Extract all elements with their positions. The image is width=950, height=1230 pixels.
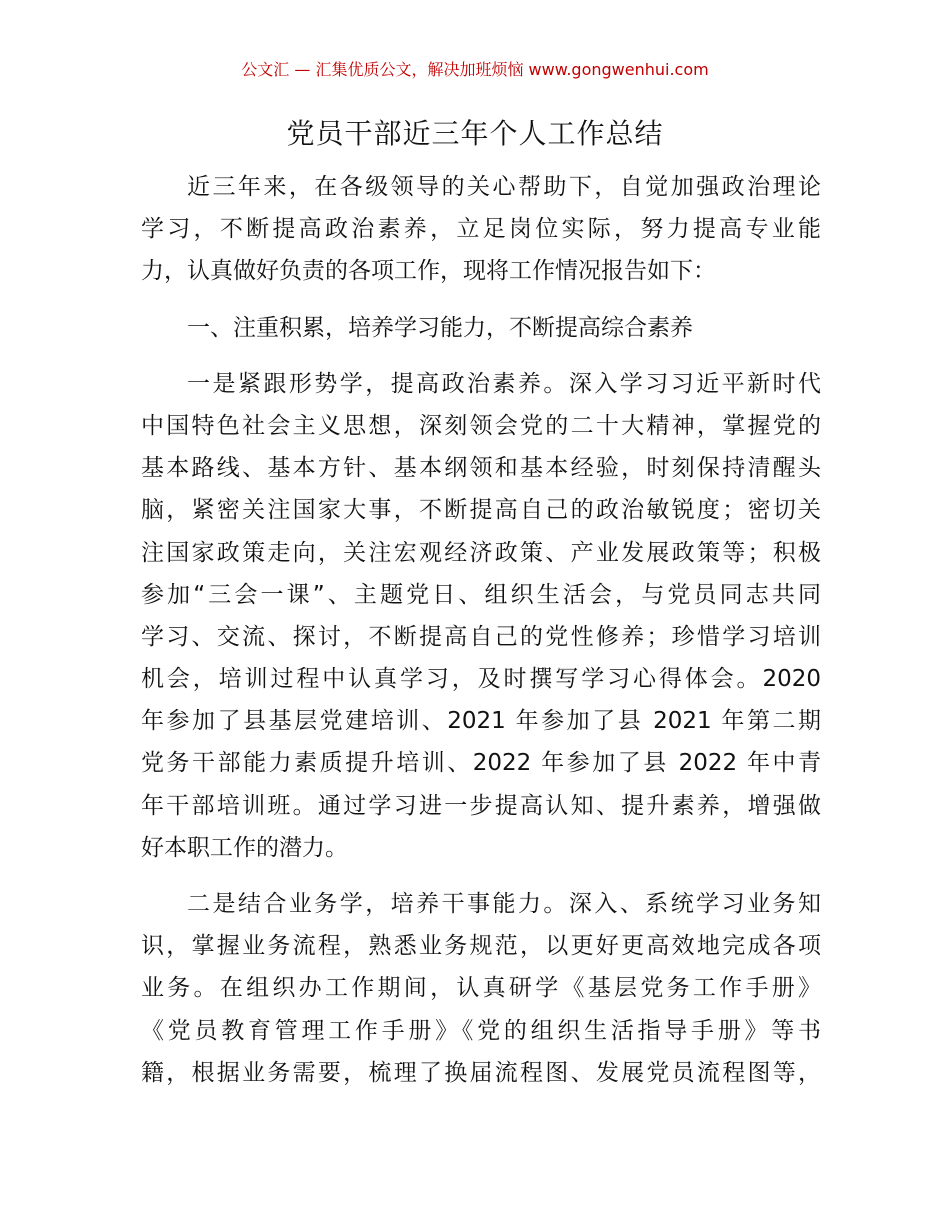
paragraph-intro (141, 166, 821, 293)
paragraph-line: 力，认真做好负责的各项工作，现将工作情况报告如下： (141, 258, 716, 285)
document-body (141, 166, 821, 1094)
paragraph-point-one (141, 363, 821, 869)
paragraph-line: 注国家政策走向，关注宏观经济政策、产业发展政策等；积极 (141, 539, 821, 566)
paragraph-line: 年参加了县基层党建培训、2021 年参加了县 2021 年第二期 (141, 708, 821, 735)
paragraph-line: 中国特色社会主义思想，深刻领会党的二十大精神，掌握党的 (141, 412, 821, 439)
paragraph-point-two (141, 883, 821, 1094)
paragraph-line: 参加“三会一课”、主题党日、组织生活会，与党员同志共同 (141, 581, 821, 608)
paragraph-line: 《党员教育管理工作手册》《党的组织生活指导手册》等书 (141, 1017, 821, 1044)
paragraph-line: 二是结合业务学，培养干事能力。深入、系统学习业务知 (187, 891, 821, 917)
paragraph-line: 一是紧跟形势学，提高政治素养。深入学习习近平新时代 (187, 370, 821, 397)
section-heading (141, 307, 821, 349)
paragraph-line: 近三年来，在各级领导的关心帮助下，自觉加强政治理论 (187, 174, 821, 200)
paragraph-line: 脑，紧密关注国家大事，不断提高自己的政治敏锐度；密切关 (141, 497, 821, 524)
paragraph-line: 学习、交流、探讨，不断提高自己的党性修养；珍惜学习培训 (141, 623, 821, 650)
document-title: 党员干部近三年个人工作总结 (286, 117, 664, 150)
paragraph-line: 学习，不断提高政治素养，立足岗位实际，努力提高专业能 (141, 216, 821, 243)
header-banner: 公文汇 — 汇集优质公文，解决加班烦恼 www.gongwenhui.com (241, 60, 709, 79)
paragraph-line: 籍，根据业务需要，梳理了换届流程图、发展党员流程图等， (141, 1059, 821, 1086)
paragraph-line: 党务干部能力素质提升培训、2022 年参加了县 2022 年中青 (141, 750, 821, 777)
paragraph-line: 识，掌握业务流程，熟悉业务规范，以更好更高效地完成各项 (141, 933, 821, 960)
paragraph-line: 年干部培训班。通过学习进一步提高认知、提升素养，增强做 (141, 792, 821, 819)
paragraph-line: 好本职工作的潜力。 (141, 834, 348, 861)
paragraph-line: 机会，培训过程中认真学习，及时撰写学习心得体会。2020 (141, 666, 821, 693)
paragraph-line: 一、注重积累，培养学习能力，不断提高综合素养 (187, 314, 693, 341)
paragraph-line: 基本路线、基本方针、基本纲领和基本经验，时刻保持清醒头 (141, 455, 821, 482)
paragraph-line: 业务。在组织办工作期间，认真研学《基层党务工作手册》 (141, 975, 821, 1002)
